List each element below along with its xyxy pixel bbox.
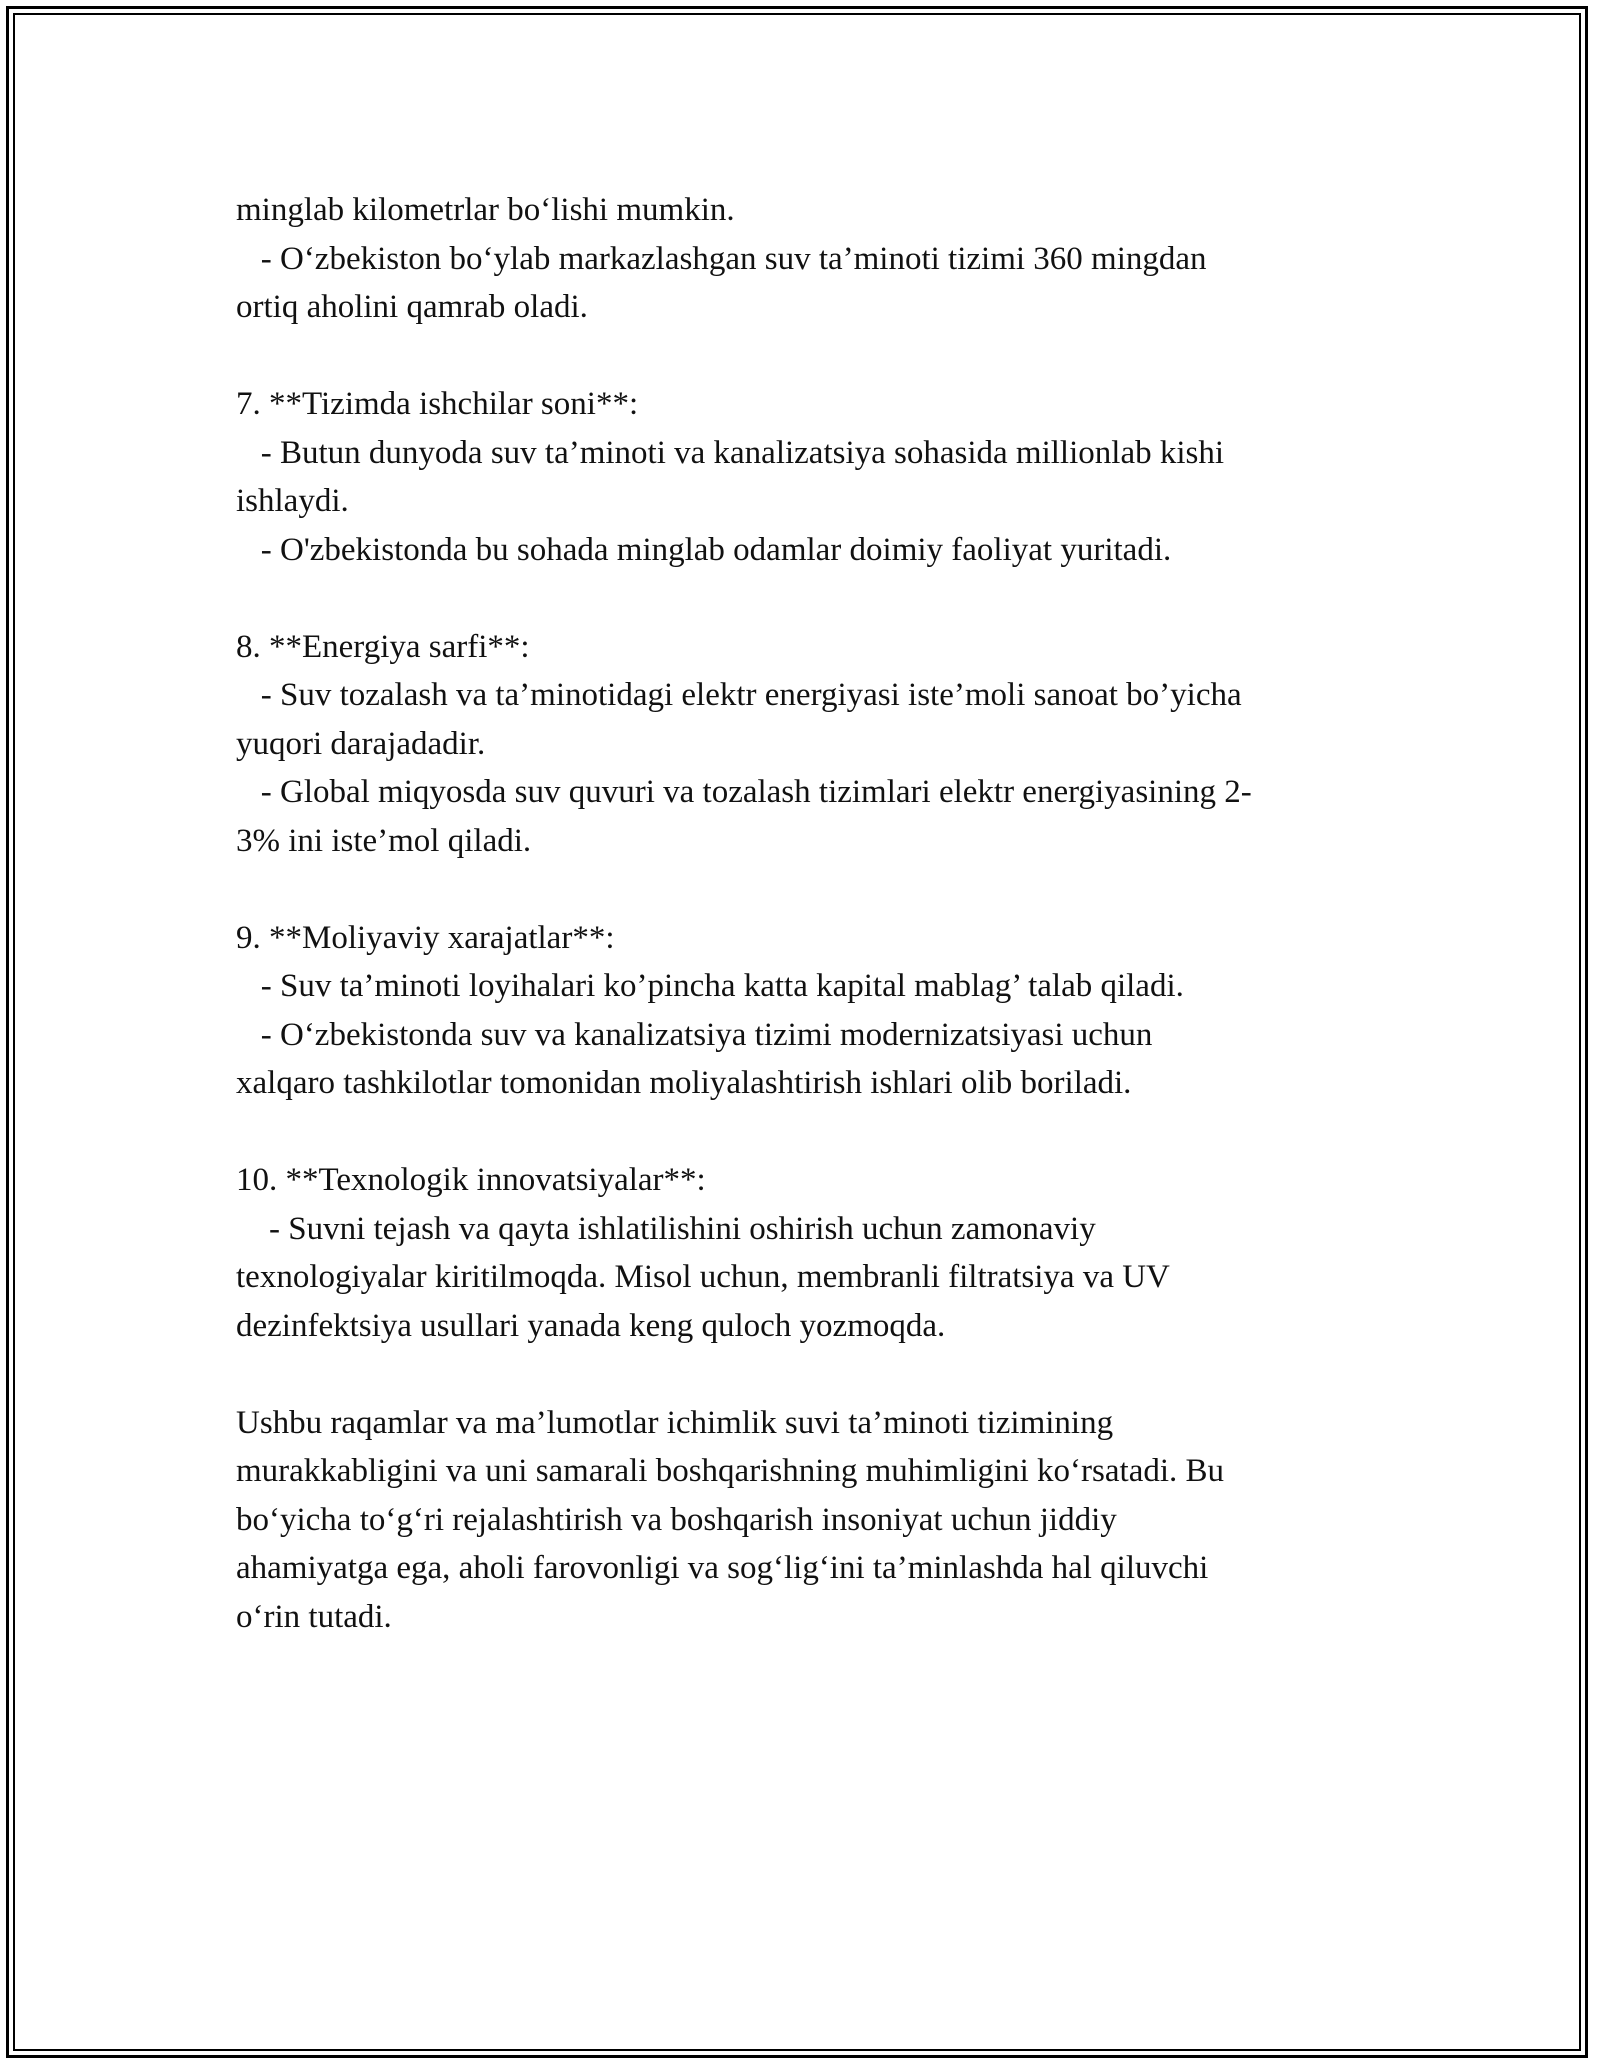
text-line: dezinfektsiya usullari yanada keng quloch yozmoqda. <box>236 1307 946 1344</box>
document-body <box>236 186 1376 1641</box>
section-heading: 9. **Moliyaviy xarajatlar**: <box>236 919 615 956</box>
blank-line <box>236 332 1376 381</box>
text-line: - O'zbekistonda bu sohada minglab odamlar doimiy faoliyat yuritadi. <box>236 531 1172 568</box>
section-heading: 10. **Texnologik innovatsiyalar**: <box>236 1162 706 1198</box>
text-line: - Suv ta’minoti loyihalari ko’pincha katta kapital mablag’ talab qiladi. <box>236 968 1184 1004</box>
text-line: 3% ini iste’mol qiladi. <box>236 822 532 859</box>
text-line: Ushbu raqamlar va ma’lumotlar ichimlik suvi ta’minoti tizimining <box>236 1404 1114 1441</box>
text-line: - O‘zbekiston bo‘ylab markazlashgan suv ta’minoti tizimi 360 mingdan <box>236 240 1207 277</box>
text-line: minglab kilometrlar bo‘lishi mumkin. <box>236 192 735 228</box>
blank-line <box>236 1108 1376 1157</box>
blank-line <box>236 865 1376 914</box>
blank-line <box>236 1350 1376 1399</box>
section-heading: 7. **Tizimda ishchilar soni**: <box>236 386 639 422</box>
text-line: bo‘yicha to‘g‘ri rejalashtirish va boshqarish insoniyat uchun jiddiy <box>236 1501 1117 1538</box>
text-line: murakkabligini va uni samarali boshqarishning muhimligini ko‘rsatadi. Bu <box>236 1453 1225 1489</box>
section-heading: 8. **Energiya sarfi**: <box>236 628 530 665</box>
text-line: ishlaydi. <box>236 483 349 519</box>
text-line: xalqaro tashkilotlar tomonidan moliyalashtirish ishlari olib boriladi. <box>236 1065 1132 1101</box>
text-line: ahamiyatga ega, aholi farovonligi va sog‘lig‘ini ta’minlashda hal qiluvchi <box>236 1550 1209 1586</box>
text-line: texnologiyalar kiritilmoqda. Misol uchun, membranli filtratsiya va UV <box>236 1259 1170 1295</box>
text-line: o‘rin tutadi. <box>236 1598 392 1635</box>
text-line: - Suvni tejash va qayta ishlatilishini oshirish uchun zamonaviy <box>236 1210 1096 1247</box>
blank-line <box>236 574 1376 623</box>
text-line: - Global miqyosda suv quvuri va tozalash tizimlari elektr energiyasining 2- <box>236 774 1252 810</box>
text-line: yuqori darajadadir. <box>236 725 486 762</box>
text-line: - O‘zbekistonda suv va kanalizatsiya tizimi modernizatsiyasi uchun <box>236 1016 1153 1053</box>
text-line: ortiq aholini qamrab oladi. <box>236 289 588 325</box>
text-line: - Butun dunyoda suv ta’minoti va kanalizatsiya sohasida millionlab kishi <box>236 434 1225 471</box>
text-line: - Suv tozalash va ta’minotidagi elektr energiyasi iste’moli sanoat bo’yicha <box>236 677 1242 713</box>
